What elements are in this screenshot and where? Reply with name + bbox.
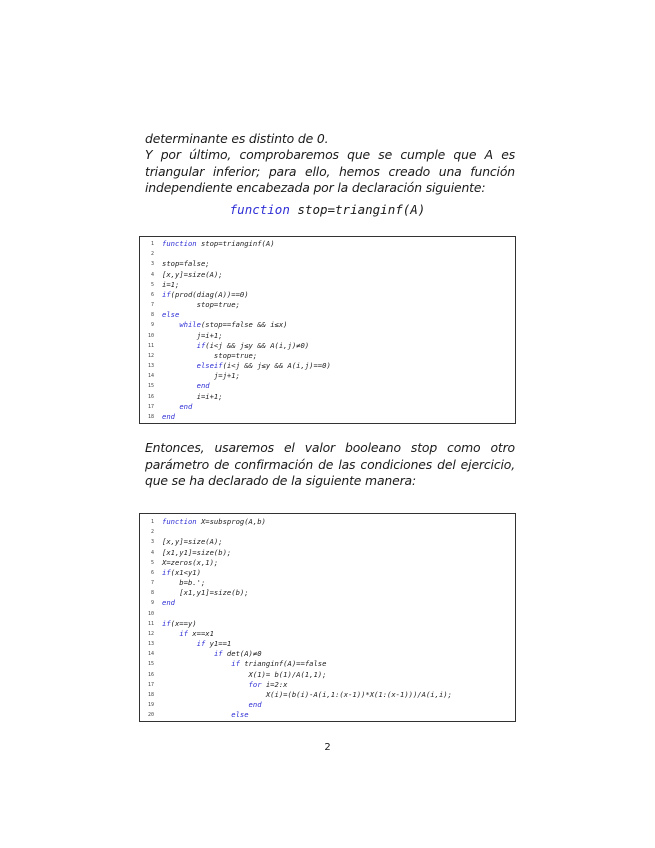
code-text: if trianginf(A)==false <box>231 659 327 669</box>
code-text: end <box>162 598 175 608</box>
line-number: 5 <box>150 559 154 566</box>
paragraph-determinante: determinante es distinto de 0. <box>145 131 329 146</box>
line-number: 18 <box>147 691 154 698</box>
code-text: if(prod(diag(A))==0) <box>162 289 249 299</box>
code-text: else <box>231 710 249 720</box>
line-number: 1 <box>150 241 154 247</box>
code-text: i=1; <box>162 279 180 289</box>
line-number: 17 <box>147 681 154 688</box>
line-number: 4 <box>150 271 154 278</box>
line-number: 3 <box>150 539 154 546</box>
code-text: i=i+1; <box>162 391 223 401</box>
code-text: X=zeros(x,1); <box>162 557 219 567</box>
paragraph-stop: Entonces, usaremos el valor booleano stop como otro parámetro de confirmación de las condiciones del ejercicio, que se ha declarado de la siguiente manera: <box>145 440 515 488</box>
code-text: stop=true; <box>162 350 258 360</box>
code-text: if det(A)≠0 <box>213 649 262 659</box>
code-text: [x1,y1]=size(b); <box>162 588 249 598</box>
code-text: [x,y]=size(A); <box>162 269 223 279</box>
code-text: X(1)= b(1)/A(1,1); <box>162 669 327 679</box>
line-number: 16 <box>147 671 154 678</box>
line-number: 15 <box>147 661 154 668</box>
code-text: end <box>162 411 175 421</box>
code-text: end <box>196 381 210 391</box>
line-number: 9 <box>150 322 154 329</box>
line-number: 6 <box>150 291 154 298</box>
line-number: 2 <box>150 529 154 536</box>
line-number: 4 <box>150 549 154 556</box>
line-number: 8 <box>150 312 154 319</box>
code-text: j=j+1; <box>162 371 240 381</box>
code-text: while(stop==false && i≤x) <box>179 320 288 330</box>
code-text: if y1==1 <box>196 639 232 649</box>
line-number: 3 <box>150 261 154 268</box>
code-listing-trianginf <box>139 236 516 424</box>
line-number: 11 <box>147 620 154 627</box>
line-number: 16 <box>147 393 154 400</box>
code-text: b=b.'; <box>162 578 206 588</box>
line-number: 5 <box>150 281 154 288</box>
code-text: if(x1<y1) <box>162 567 201 577</box>
line-number: 14 <box>147 651 154 658</box>
code-text: stop=false; <box>162 259 210 269</box>
line-number: 11 <box>147 342 154 349</box>
code-text: function stop=trianginf(A) <box>162 239 275 248</box>
function-keyword: function <box>229 202 290 217</box>
code-text: if x==x1 <box>179 628 214 638</box>
code-text: elseif(i<j && j≤y && A(i,j)==0) <box>196 361 331 371</box>
code-text: stop=true; <box>162 300 240 310</box>
code-text: if(i<j && j≤y && A(i,j)≠0) <box>196 340 310 350</box>
code-listing-subsprog <box>139 513 516 722</box>
line-number: 10 <box>147 610 154 617</box>
code-text: [x1,y1]=size(b); <box>162 547 232 557</box>
line-number: 9 <box>150 600 154 607</box>
code-text: if(x==y) <box>162 618 197 628</box>
line-number: 12 <box>147 352 154 359</box>
line-number: 18 <box>147 413 154 420</box>
line-number: 12 <box>147 630 154 637</box>
code-text: else <box>162 310 180 320</box>
line-number: 13 <box>147 363 154 370</box>
line-number: 19 <box>147 702 154 709</box>
function-declaration <box>0 202 655 217</box>
line-number: 15 <box>147 383 154 390</box>
code-text: for i=2:x <box>248 679 288 689</box>
paragraph-triangular: Y por último, comprobaremos que se cumple que A es triangular inferior; para ello, hemos creado una función independiente encabezada por la declaración siguiente: <box>145 147 515 195</box>
line-number: 2 <box>150 251 154 258</box>
code-text: [x,y]=size(A); <box>162 537 223 547</box>
code-text: X(i)=(b(i)-A(i,1:(x-1))*X(1:(x-1)))/A(i,i); <box>162 689 452 699</box>
code-text: function X=subsprog(A,b) <box>162 517 266 526</box>
line-number: 13 <box>147 641 154 648</box>
line-number: 20 <box>147 712 154 719</box>
line-number: 8 <box>150 590 154 597</box>
line-number: 6 <box>150 569 154 576</box>
code-text: end <box>248 700 262 710</box>
line-number: 17 <box>147 403 154 410</box>
page-number: 2 <box>324 742 331 753</box>
line-number: 10 <box>147 332 154 339</box>
line-number: 14 <box>147 373 154 380</box>
function-signature: stop=trianginf(A) <box>289 202 426 217</box>
code-text: j=i+1; <box>162 330 223 340</box>
line-number: 1 <box>150 519 154 525</box>
line-number: 7 <box>150 580 154 587</box>
code-text: end <box>179 401 193 411</box>
line-number: 7 <box>150 302 154 309</box>
